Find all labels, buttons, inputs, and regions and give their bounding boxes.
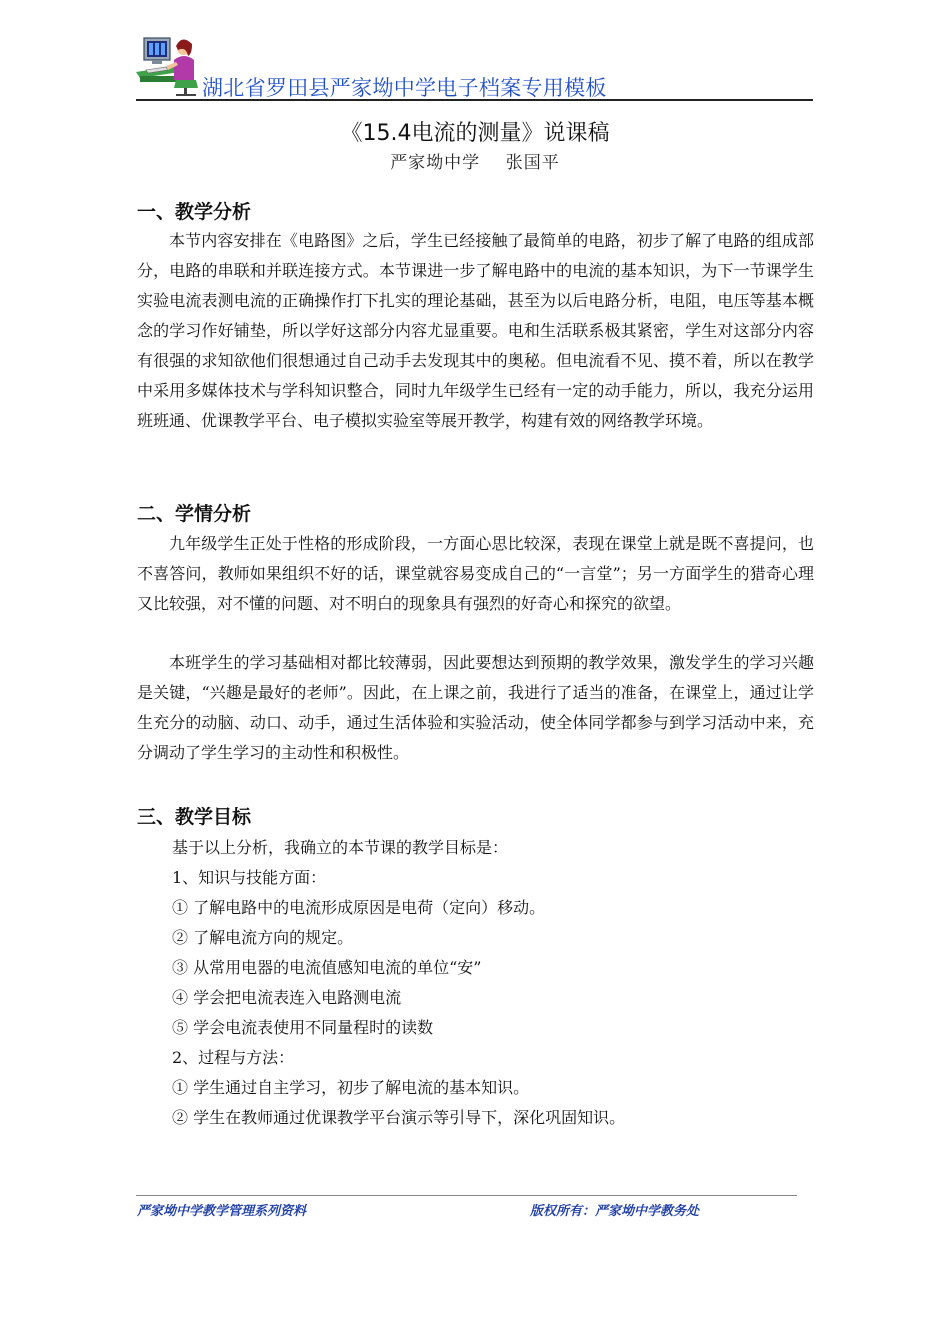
goal-line: ② 学生在教师通过优课教学平台演示等引导下，深化巩固知识。 <box>172 1108 626 1127</box>
header-divider <box>136 99 813 101</box>
goal-line: ⑤ 学会电流表使用不同量程时的读数 <box>172 1018 434 1037</box>
goal-line: ① 了解电路中的电流形成原因是电荷（定向）移动。 <box>172 898 546 917</box>
paragraph: 本班学生的学习基础相对都比较薄弱，因此要想达到预期的教学效果，激发学生的学习兴趣是关键，“兴趣是最好的老师”。因此，在上课之前，我进行了适当的准备，在课堂上，通过让学生充分的动脑、动口、动手，通过生活体验和实验活动，使全体同学都参与到学习活动中来，充分调动了学生学习的主动性和积极性。 <box>137 653 814 762</box>
document-title: 《15.4电流的测量》说课稿 <box>340 121 610 146</box>
paragraph: 本节内容安排在《电路图》之后，学生已经接触了最简单的电路，初步了解了电路的组成部分，电路的串联和并联连接方式。本节课进一步了解电路中的电流的基本知识，为下一节课学生实验电流表测电流的正确操作打下扎实的理论基础，甚至为以后电路分析，电阻，电压等基本概念的学习作好铺垫，所以学好这部分内容尤显重要。电和生活联系极其紧密，学生对这部分内容有很强的求知欲他们很想通过自己动手去发现其中的奥秘。但电流看不见、摸不着，所以在教学中采用多媒体技术与学科知识整合，同时九年级学生已经有一定的动手能力，所以，我充分运用班班通、优课教学平台、电子模拟实验室等展开教学，构建有效的网络教学环境。 <box>137 231 814 430</box>
goal-line: ③ 从常用电器的电流值感知电流的单位“安” <box>172 958 482 977</box>
footer-series-label: 严家坳中学教学管理系列资料 <box>137 1204 307 1219</box>
document-author: 严家坳中学 张国平 <box>390 153 560 173</box>
page-header <box>136 30 812 102</box>
header-title: 湖北省罗田县严家坳中学电子档案专用模板 <box>202 76 607 100</box>
goal-line: 2、过程与方法： <box>172 1048 295 1067</box>
section-heading-teaching-goals: 三、教学目标 <box>137 806 252 828</box>
footer-copyright: 版权所有：严家坳中学教务处 <box>530 1204 700 1219</box>
computer-user-logo-icon <box>136 32 200 98</box>
goal-line: ① 学生通过自主学习，初步了解电流的基本知识。 <box>172 1078 530 1097</box>
footer-divider <box>136 1195 797 1196</box>
goal-line: 基于以上分析，我确立的本节课的教学目标是： <box>172 838 509 857</box>
section-heading-teaching-analysis: 一、教学分析 <box>137 201 252 223</box>
paragraph: 九年级学生正处于性格的形成阶段，一方面心思比较深，表现在课堂上就是既不喜提问，也不喜答问，教师如果组织不好的话，课堂就容易变成自己的“一言堂”；另一方面学生的猎奇心理又比较强，对不懂的问题、对不明白的现象具有强烈的好奇心和探究的欲望。 <box>137 534 814 613</box>
goal-line: ④ 学会把电流表连入电路测电流 <box>172 988 402 1007</box>
goal-line: 1、知识与技能方面： <box>172 868 327 887</box>
section-heading-student-analysis: 二、学情分析 <box>137 503 252 525</box>
goal-line: ② 了解电流方向的规定。 <box>172 928 354 947</box>
